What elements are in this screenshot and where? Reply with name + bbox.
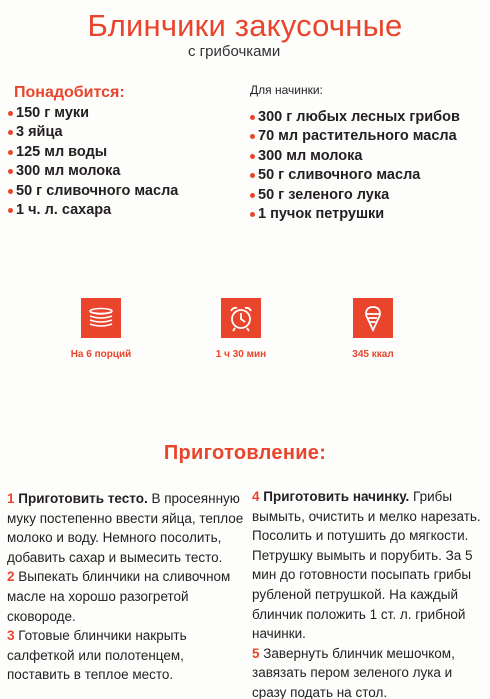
steps-left-column [7,489,244,685]
list-item: 300 мл молока [8,162,218,181]
bullet-icon [8,189,13,194]
step-5: 5 Завернуть блинчик мешочком, завязать пером зеленого лука и сразу подать на стол. [252,645,455,699]
bullet-icon [250,193,255,198]
bullet-icon [250,212,255,217]
list-item: 300 мл молока [250,147,485,166]
ingredients-main-heading: Понадобится: [14,84,125,101]
bullet-icon [8,150,13,155]
ingredients-filling-heading: Для начинки: [250,83,323,97]
step-3: 3 Готовые блинчики накрыть салфеткой или полотенцем, поставить в теплое место. [7,628,187,683]
list-item: 150 г муки [8,104,218,123]
list-item: 300 г любых лесных грибов [250,108,485,127]
list-item: 50 г сливочного масла [250,166,485,185]
plates-icon [81,298,121,338]
recipe-title: Блинчики закусочные [87,8,403,43]
step-2: 2 Выпекать блинчики на сливочном масле на хорошо разогретой сковороде. [7,569,231,624]
preparation-heading: Приготовление: [163,442,327,464]
time-label: 1 ч 30 мин [215,349,267,360]
ingredients-filling-list [250,108,485,224]
list-item: 1 пучок петрушки [250,205,485,224]
steps-right-column [252,487,488,699]
list-item: 50 г сливочного масла [8,182,218,201]
bullet-icon [8,169,13,174]
step-4: 4 Приготовить начинку. Грибы вымыть, очистить и мелко нарезать. Посолить и потушить до мягкости. Петрушку вымыть и порубить. За 5 мин до готовности посыпать грибы рубленой петрушкой. На каждый блинчик положить 1 ст. л. грибной начинки. [252,489,481,642]
ingredients-main-list [8,104,218,220]
recipe-subtitle: с грибочками [188,43,281,60]
bullet-icon [250,154,255,159]
bullet-icon [250,173,255,178]
servings-label: На 6 порций [70,349,132,360]
ingredients-filling [250,84,485,224]
bullet-icon [8,208,13,213]
list-item: 50 г зеленого лука [250,186,485,205]
time-info [191,298,291,360]
ice-cream-cone-icon [353,298,393,338]
list-item: 70 мл растительного масла [250,127,485,146]
list-item: 1 ч. л. сахара [8,201,218,220]
list-item: 3 яйца [8,123,218,142]
bullet-icon [250,134,255,139]
bullet-icon [8,111,13,116]
servings-info [51,298,151,360]
calories-label: 345 ккал [352,349,394,360]
list-item: 125 мл воды [8,143,218,162]
calories-info [323,298,423,360]
ingredients-main [8,84,218,220]
bullet-icon [8,130,13,135]
step-1: 1 Приготовить тесто. В просеянную муку постепенно ввести яйца, теплое молоко и воду. Немного посолить, добавить сахар и вымесить тесто. [7,491,244,565]
alarm-clock-icon [221,298,261,338]
bullet-icon [250,115,255,120]
